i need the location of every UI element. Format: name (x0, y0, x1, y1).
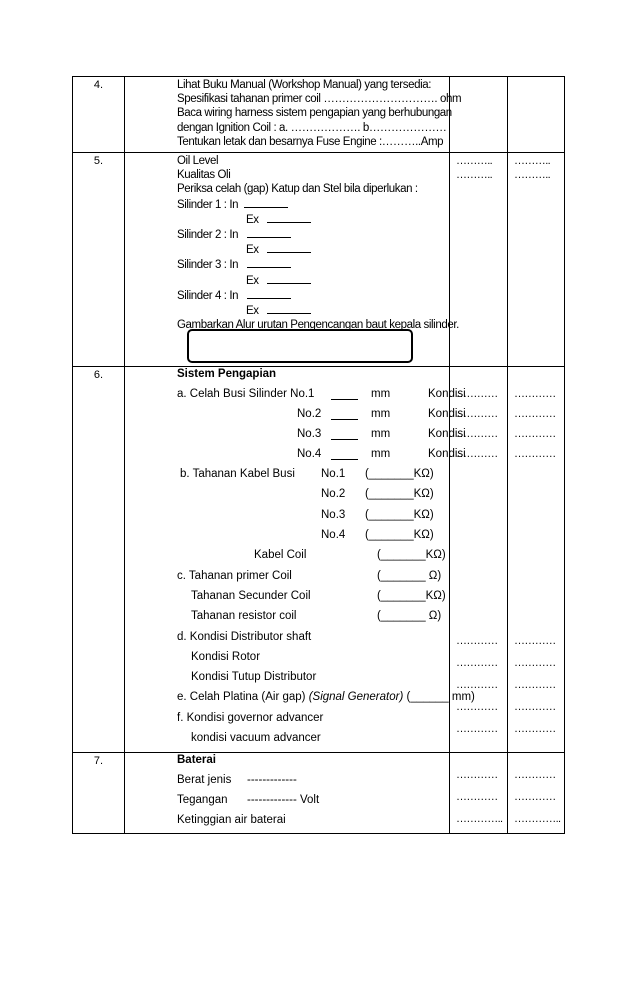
check-cell-a[interactable] (450, 753, 508, 834)
dots-fill: ………… (456, 448, 498, 461)
row-number: 4. (73, 77, 125, 153)
resistor-label: Tahanan resistor coil (191, 610, 297, 623)
text-line: Periksa celah (gap) Katup dan Stel bila diperlukan : (177, 183, 418, 196)
dots-fill: ………… (514, 448, 556, 461)
busi-no: No.4 (297, 448, 322, 461)
primer-label: c. Tahanan primer Coil (177, 570, 292, 583)
dots-fill: ………… (514, 408, 556, 421)
text-line: Kualitas Oli (177, 169, 231, 182)
blank-line[interactable] (267, 212, 311, 223)
ohm-field[interactable]: (_______KΩ) (365, 529, 434, 542)
busi-no: No.2 (297, 408, 322, 421)
blank-line[interactable] (247, 288, 291, 299)
text-line: Spesifikasi tahanan primer coil …………………………. ohm (177, 93, 462, 106)
row-description (125, 77, 462, 153)
ohm-field[interactable]: (_______KΩ) (377, 549, 446, 562)
text-line: Lihat Buku Manual (Workshop Manual) yang tersedia: (177, 79, 432, 91)
unit-mm: mm (371, 448, 391, 461)
dots-fill: ………… (456, 428, 498, 441)
row-description (125, 753, 450, 834)
check-cell-a[interactable] (450, 367, 508, 753)
kondisi-label: Kondisi (428, 428, 466, 441)
ex-label: Ex (246, 274, 259, 287)
dots-fill: ………… (456, 679, 498, 692)
text-line: Oil Level (177, 155, 219, 168)
dots-fill: ………… (456, 701, 498, 714)
dots-fill: ………… (514, 388, 556, 401)
text-line: Tentukan letak dan besarnya Fuse Engine :………..Amp (177, 135, 444, 148)
blank-line[interactable] (247, 227, 291, 238)
busi-label: a. Celah Busi Silinder No.1 (177, 388, 315, 401)
silinder-label: Silinder 3 : In (177, 259, 239, 272)
unit-mm: mm (371, 388, 391, 401)
silinder-ex-row (177, 303, 459, 318)
berat-value[interactable]: ------------- (247, 774, 297, 787)
silinder-row (177, 227, 459, 242)
dots-fill: ………….. (514, 813, 561, 826)
distributor-label: d. Kondisi Distributor shaft (177, 631, 312, 644)
section-title: Sistem Pengapian (177, 368, 277, 381)
text-line: Gambarkan Alur urutan Pengencangan baut kepala silinder. (177, 319, 459, 332)
text-line: dengan Ignition Coil : a. ………………. b………………… (177, 121, 447, 134)
check-cell-a[interactable] (450, 153, 508, 367)
blank-line[interactable] (331, 388, 358, 400)
silinder-ex-row (177, 242, 459, 257)
blank-line[interactable] (267, 303, 311, 314)
table-row (73, 153, 565, 367)
check-cell-a[interactable] (450, 77, 508, 153)
dots-fill: ………… (456, 723, 498, 736)
blank-line[interactable] (244, 197, 288, 208)
dots-fill: ………… (514, 635, 556, 648)
check-cell-b[interactable] (508, 77, 565, 153)
ohm-field[interactable]: (_______KΩ) (365, 468, 434, 481)
blank-line[interactable] (267, 273, 311, 284)
dots-fill: ………… (514, 701, 556, 714)
check-cell-b[interactable] (508, 367, 565, 753)
ex-label: Ex (246, 244, 259, 257)
table-row (73, 367, 565, 753)
berat-label: Berat jenis (177, 774, 232, 787)
silinder-row (177, 197, 459, 212)
text-line: Baca wiring harness sistem pengapian yang berhubungan (177, 107, 452, 120)
row-number: 5. (73, 153, 125, 367)
row-description (125, 367, 475, 753)
dots-fill: ………… (456, 769, 498, 782)
silinder-ex-row (177, 273, 459, 288)
blank-line[interactable] (247, 257, 291, 268)
blank-line[interactable] (331, 408, 358, 420)
ex-label: Ex (246, 213, 259, 226)
kabel-no: No.1 (321, 468, 346, 481)
kabel-coil-label: Kabel Coil (254, 549, 307, 562)
blank-line[interactable] (331, 428, 358, 440)
checklist-table (72, 76, 565, 834)
dots-fill: ………… (514, 791, 556, 804)
busi-no: No.3 (297, 428, 322, 441)
check-cell-b[interactable] (508, 753, 565, 834)
section-title: Baterai (177, 754, 216, 767)
dots-fill: ……….. (514, 155, 551, 168)
dots-fill: ………… (456, 635, 498, 648)
kabel-no: No.2 (321, 488, 346, 501)
silinder-row (177, 288, 459, 303)
row-number: 6. (73, 367, 125, 753)
silinder-ex-row (177, 212, 459, 227)
dots-fill: ………… (456, 388, 498, 401)
kondisi-label: Kondisi (428, 408, 466, 421)
kondisi-label: Kondisi (428, 448, 466, 461)
dots-fill: ………… (514, 723, 556, 736)
platina-italic: (Signal Generator) (308, 691, 404, 704)
kondisi-label: Kondisi (428, 388, 466, 401)
ex-label: Ex (246, 305, 259, 318)
drawing-box[interactable] (187, 329, 413, 363)
platina-text: e. Celah Platina (Air gap) (177, 691, 309, 704)
unit-mm: mm (371, 428, 391, 441)
ohm-field[interactable]: (_______KΩ) (377, 590, 446, 603)
check-cell-b[interactable] (508, 153, 565, 367)
row-description (125, 153, 459, 367)
silinder-label: Silinder 1 : In (177, 198, 239, 211)
table-row (73, 77, 565, 153)
dots-fill: ………… (456, 791, 498, 804)
silinder-label: Silinder 4 : In (177, 289, 239, 302)
ketinggian-label: Ketinggian air baterai (177, 814, 286, 827)
ohm-field[interactable]: (_______ Ω) (377, 610, 442, 623)
unit-mm: mm (371, 408, 391, 421)
dots-fill: ………… (456, 657, 498, 670)
table-row (73, 753, 565, 834)
rotor-label: Kondisi Rotor (191, 651, 261, 664)
ohm-field[interactable]: (_______ Ω) (377, 570, 442, 583)
tegangan-value[interactable]: ------------- Volt (247, 794, 320, 807)
silinder-row (177, 257, 459, 272)
tutup-label: Kondisi Tutup Distributor (191, 671, 317, 684)
blank-line[interactable] (267, 242, 311, 253)
dots-fill: ………… (514, 769, 556, 782)
ohm-field[interactable]: (_______KΩ) (365, 488, 434, 501)
dots-fill: ………… (514, 657, 556, 670)
platina-label (177, 691, 475, 703)
dots-fill: ……….. (514, 169, 551, 182)
dots-fill: ………… (456, 408, 498, 421)
ohm-field[interactable]: (_______KΩ) (365, 509, 434, 522)
dots-fill: ……….. (456, 155, 493, 168)
silinder-label: Silinder 2 : In (177, 229, 239, 242)
vacuum-label: kondisi vacuum advancer (191, 732, 321, 745)
kabel-no: No.3 (321, 509, 346, 522)
dots-fill: ………… (514, 428, 556, 441)
blank-line[interactable] (331, 448, 358, 460)
row-number: 7. (73, 753, 125, 834)
kabel-no: No.4 (321, 529, 346, 542)
governor-label: f. Kondisi governor advancer (177, 712, 324, 725)
dots-fill: ………… (514, 679, 556, 692)
kabel-label: b. Tahanan Kabel Busi (180, 468, 295, 481)
secunder-label: Tahanan Secunder Coil (191, 590, 311, 603)
dots-fill: ………….. (456, 813, 503, 826)
dots-fill: ……….. (456, 169, 493, 182)
tegangan-label: Tegangan (177, 794, 228, 807)
platina-field[interactable]: (______ mm) (403, 691, 475, 704)
